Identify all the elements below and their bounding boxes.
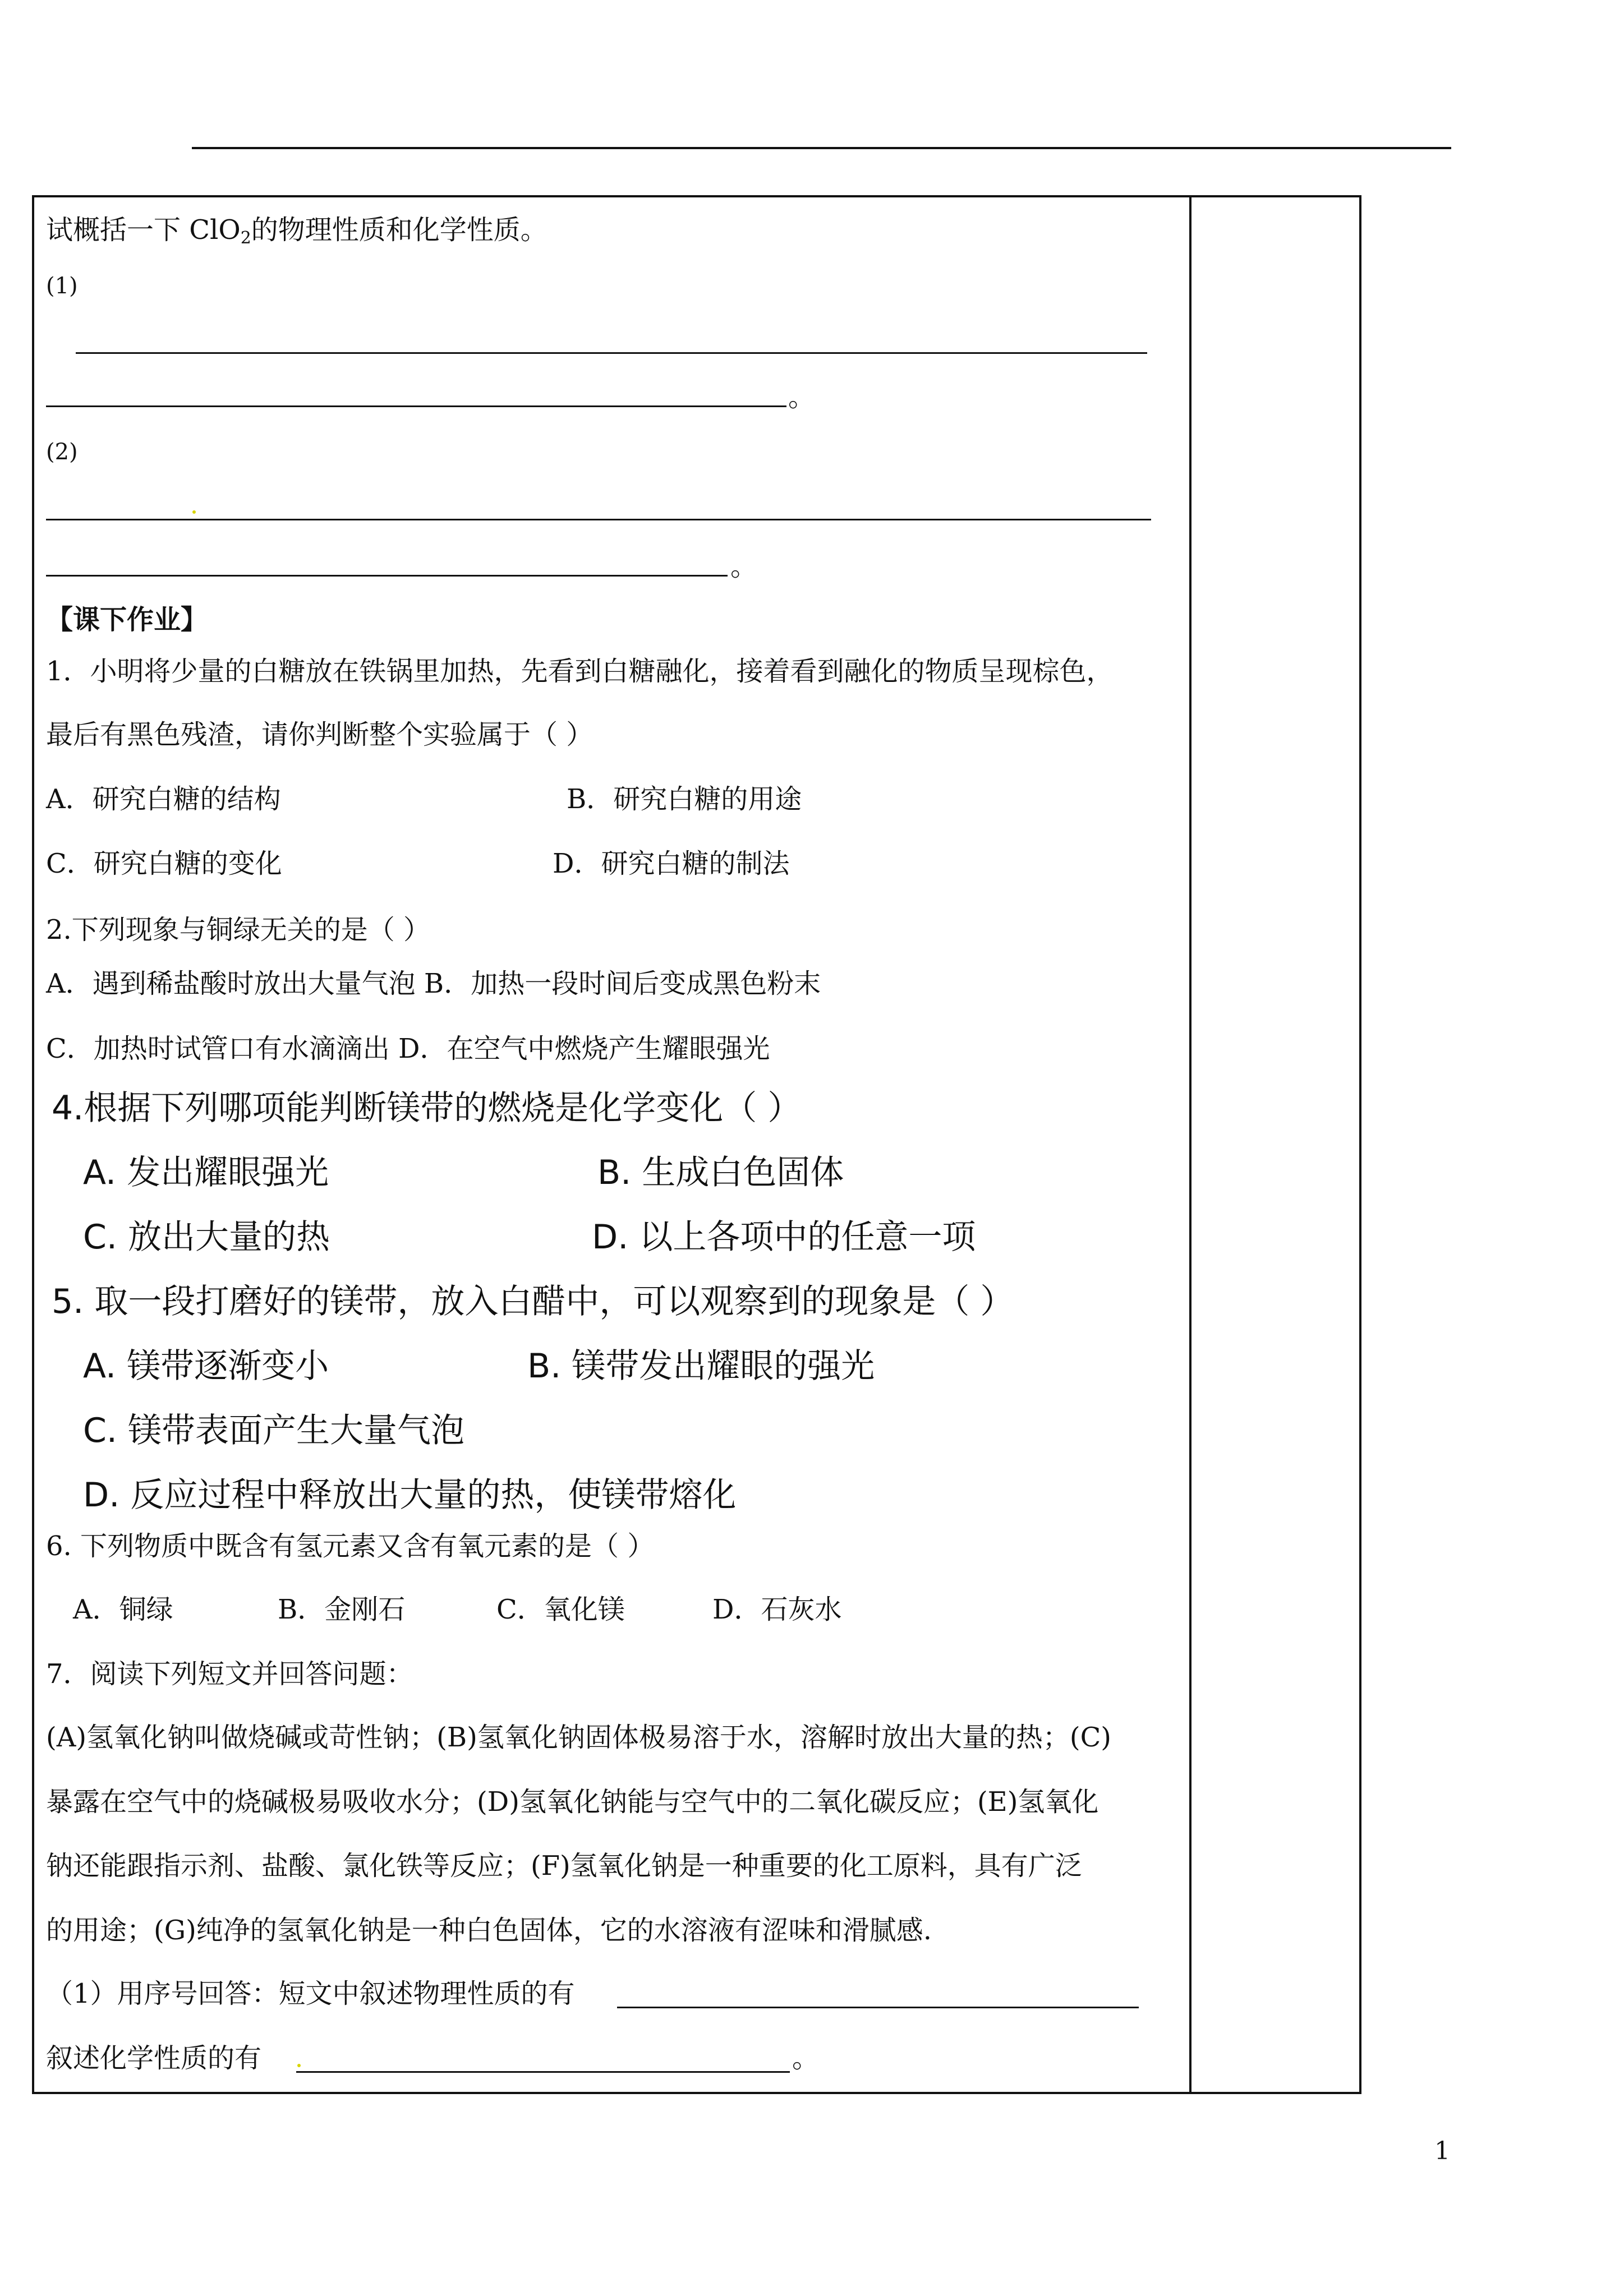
q7-passage-line3: 钠还能跟指示剂、盐酸、氯化铁等反应；(F)氢氧化钠是一种重要的化工原料，具有广泛 — [46, 1850, 1082, 1882]
period: 。 — [730, 551, 758, 582]
q6-option-c: C．氧化镁 — [496, 1594, 625, 1625]
mark — [192, 510, 196, 514]
answer-line — [296, 2071, 790, 2073]
q6-option-a: A．铜绿 — [73, 1594, 173, 1625]
answer-line — [76, 352, 1147, 354]
q7-sub2: 叙述化学性质的有 — [46, 2043, 262, 2074]
intro-text: 试概括一下 ClO$_2$的物理性质和化学性质。 — [46, 214, 548, 248]
q4-option-b: B. 生成白色固体 — [597, 1153, 844, 1192]
period: 。 — [788, 381, 816, 413]
q7-sub1: （1）用序号回答：短文中叙述物理性质的有 — [46, 1978, 575, 2009]
q2-options-cd: C．加热时试管口有水滴滴出 D．在空气中燃烧产生耀眼强光 — [46, 1033, 770, 1064]
q1-option-c: C．研究白糖的变化 — [46, 848, 282, 879]
q5-option-a: A. 镁带逐渐变小 — [83, 1347, 329, 1386]
mark — [297, 2064, 301, 2067]
q4-option-c: C. 放出大量的热 — [83, 1218, 330, 1257]
answer-line — [46, 519, 1151, 520]
q1-stem-line1: 1．小明将少量的白糖放在铁锅里加热，先看到白糖融化，接着看到融化的物质呈现棕色， — [46, 656, 1114, 687]
q5-option-c: C. 镁带表面产生大量气泡 — [83, 1411, 465, 1450]
q6-option-d: D．石灰水 — [712, 1594, 842, 1625]
q7-stem: 7．阅读下列短文并回答问题： — [46, 1658, 413, 1690]
item-2-label: (2) — [46, 439, 78, 465]
q1-option-d: D．研究白糖的制法 — [553, 848, 790, 879]
q4-option-d: D. 以上各项中的任意一项 — [592, 1218, 976, 1257]
q1-option-a: A．研究白糖的结构 — [46, 783, 281, 815]
header-rule — [192, 147, 1451, 149]
q6-stem: 6. 下列物质中既含有氢元素又含有氧元素的是（ ） — [46, 1530, 655, 1562]
q7-passage-line1: (A)氢氧化钠叫做烧碱或苛性钠；(B)氢氧化钠固体极易溶于水，溶解时放出大量的热；(C) — [46, 1722, 1112, 1753]
homework-heading: 【课下作业】 — [46, 604, 208, 635]
q4-option-a: A. 发出耀眼强光 — [83, 1153, 329, 1192]
period: 。 — [792, 2043, 820, 2074]
q7-passage-line2: 暴露在空气中的烧碱极易吸收水分；(D)氢氧化钠能与空气中的二氧化碳反应；(E)氢氧化 — [46, 1786, 1099, 1818]
q1-stem-line2: 最后有黑色残渣，请你判断整个实验属于（ ） — [46, 719, 594, 750]
q4-stem: 4.根据下列哪项能判断镁带的燃烧是化学变化（ ） — [52, 1089, 802, 1128]
q5-option-d: D. 反应过程中释放出大量的热，使镁带熔化 — [83, 1476, 737, 1515]
q5-stem: 5. 取一段打磨好的镁带，放入白醋中，可以观察到的现象是（ ） — [52, 1282, 1014, 1321]
q6-option-b: B．金刚石 — [278, 1594, 406, 1625]
q2-options-ab: A．遇到稀盐酸时放出大量气泡 B．加热一段时间后变成黑色粉末 — [46, 968, 821, 999]
answer-line — [46, 575, 728, 577]
q2-stem: 2.下列现象与铜绿无关的是（ ） — [46, 914, 431, 946]
answer-line — [617, 2007, 1139, 2008]
column-divider — [1189, 195, 1191, 2094]
q7-passage-line4: 的用途；(G)纯净的氢氧化钠是一种白色固体，它的水溶液有涩味和滑腻感. — [46, 1915, 932, 1946]
q1-option-b: B．研究白糖的用途 — [567, 783, 802, 815]
page-number: 1 — [1434, 2137, 1450, 2165]
item-1-label: (1) — [46, 273, 78, 299]
q5-option-b: B. 镁带发出耀眼的强光 — [527, 1347, 875, 1386]
answer-line — [46, 405, 786, 407]
